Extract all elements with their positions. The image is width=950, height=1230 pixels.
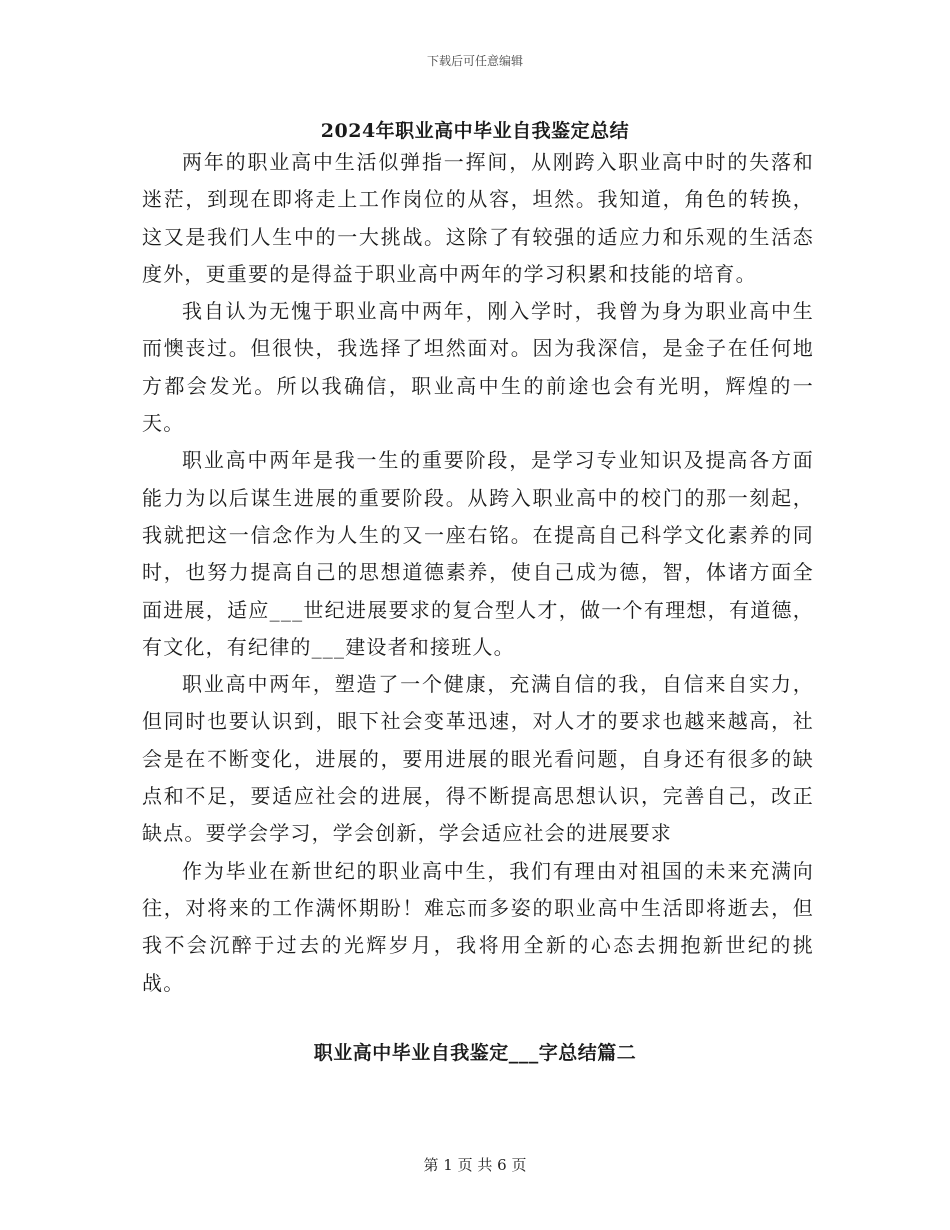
page-number: 第 1 页 共 6 页	[423, 1156, 527, 1174]
document-body	[142, 144, 814, 1002]
header-note: 下载后可任意编辑	[426, 54, 523, 68]
section-title: 职业高中毕业自我鉴定___字总结篇二	[313, 1042, 637, 1064]
paragraph: 职业高中两年，塑造了一个健康，充满自信的我，自信来自实力，但同时也要认识到，眼下社会变革迅速，对人才的要求也越来越高，社会是在不断变化，进展的，要用进展的眼光看问题，自身还有很多的缺点和不足，要适应社会的进展，得不断提高思想认识，完善自己，改正缺点。要学会学习，学会创新，学会适应社会的进展要求	[142, 672, 814, 846]
paragraph: 作为毕业在新世纪的职业高中生，我们有理由对祖国的未来充满向往，对将来的工作满怀期盼！难忘而多姿的职业高中生活即将逝去，但我不会沉醉于过去的光辉岁月，我将用全新的心态去拥抱新世纪的挑战。	[142, 858, 814, 995]
paragraph: 两年的职业高中生活似弹指一挥间，从刚跨入职业高中时的失落和迷茫，到现在即将走上工作岗位的从容，坦然。我知道，角色的转换，这又是我们人生中的一大挑战。这除了有较强的适应力和乐观的生活态度外，更重要的是得益于职业高中两年的学习积累和技能的培育。	[142, 150, 814, 286]
paragraph: 我自认为无愧于职业高中两年，刚入学时，我曾为身为职业高中生而懊丧过。但很快，我选择了坦然面对。因为我深信，是金子在任何地方都会发光。所以我确信，职业高中生的前途也会有光明，辉煌的一天。	[142, 299, 814, 436]
paragraph: 职业高中两年是我一生的重要阶段，是学习专业知识及提高各方面能力为以后谋生进展的重要阶段。从跨入职业高中的校门的那一刻起，我就把这一信念作为人生的又一座右铭。在提高自己科学文化素养的同时，也努力提高自己的思想道德素养，使自己成为德，智，体诸方面全面进展，适应___世纪进展要求的复合型人才，做一个有理想，有道德，有文化，有纪律的___建设者和接班人。	[142, 448, 814, 659]
document-title: 2024年职业高中毕业自我鉴定总结	[320, 120, 630, 142]
